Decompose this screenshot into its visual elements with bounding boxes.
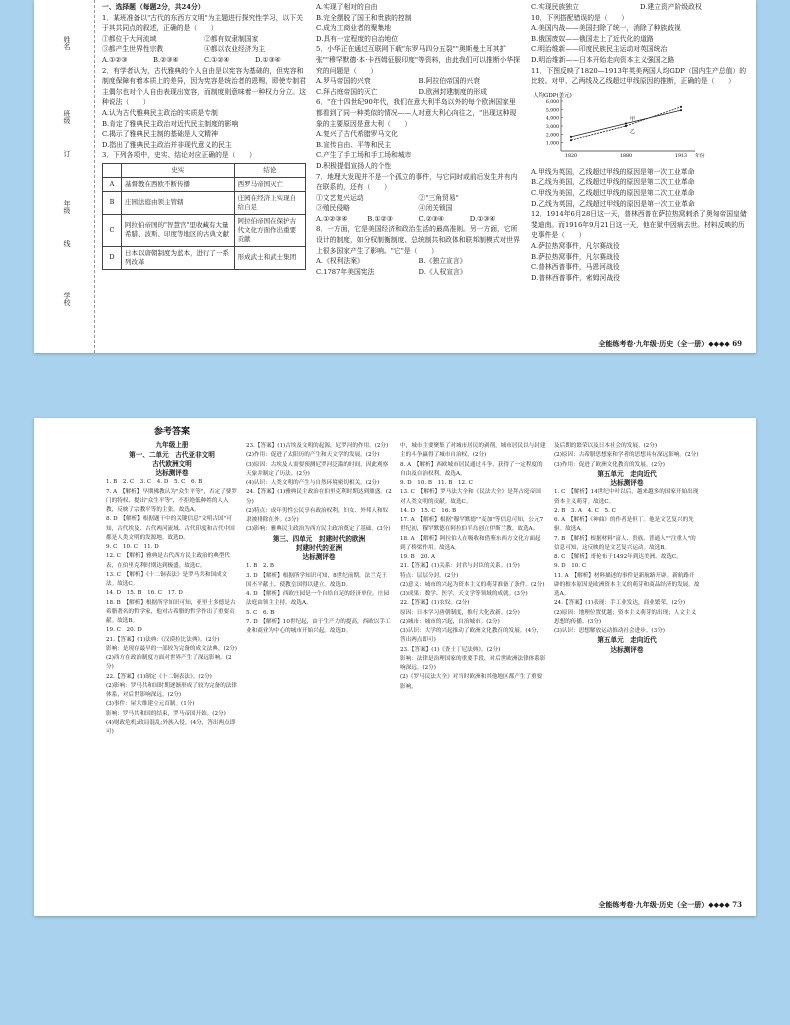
answer-line: 21.【答案】(1)关系：封君与封臣的关系。(1分) xyxy=(400,563,520,570)
answer-line: (3)认识：大学的兴起推动了欧洲文化教育的发展。(4分，答出两点即可) xyxy=(400,628,543,644)
item: ③都产生世界性宗教 xyxy=(102,45,164,54)
option: A.认为古代雅典民主政治的实质是专制 xyxy=(102,108,218,117)
table-cell: 阿拉伯帝国在保护古代文化方面作出重要贡献 xyxy=(234,214,305,246)
data-point xyxy=(625,122,627,124)
option: C.①②④ xyxy=(204,55,230,64)
answer-line: 18. A 【解析】阿拉伯人在吸收和借鉴东西方文化方面起到了桥梁作用。故选A。 xyxy=(400,535,541,551)
answer-line: 1. B 2. B xyxy=(246,563,275,570)
unit-heading: 第一、二单元 古代亚非文明 xyxy=(129,450,215,459)
option: A.①②③④ xyxy=(316,214,348,223)
table-cell: B xyxy=(103,191,122,214)
option: B.乙线为美国，乙线超过甲线的原因是第二次工业革命 xyxy=(531,178,695,187)
answer-line: 18. B 【解析】根据所学知识可知，亚里士多德是古希腊著名的哲学家，他对古希腊的哲学作出了重要贡献。故选B。 xyxy=(106,599,236,624)
option: B.②③④ xyxy=(153,55,179,64)
option: B.宣传自由、平等和民主 xyxy=(316,140,392,149)
data-point xyxy=(625,125,627,127)
option: D.建立资产阶级政权 xyxy=(640,3,702,11)
answer-line: 9. D 10. C xyxy=(554,563,587,570)
table-header: 史实 xyxy=(122,163,235,177)
data-point xyxy=(680,105,682,107)
answer-line: 影响：法律是治理国家的重要手段，对后世欧洲法律体系影响深远。(2分) xyxy=(400,655,546,671)
question-7: 7．地理大发现并不是一个孤立的事件，与它同时或前后发生并有内在联系的，还有（ ） xyxy=(316,172,518,192)
answer-line: 及后期的繁荣以及日本社会的发展。(2分) xyxy=(554,443,658,449)
answer-line: 24.【答案】(1)雅典民主政治在伯里克利时期达到鼎盛。(2分) xyxy=(246,489,392,505)
option: A.①②③ xyxy=(102,55,128,64)
question-7-items xyxy=(316,193,521,214)
y-tick-label: 6,000 xyxy=(545,99,559,105)
option: C.明治维新——印度民族民主运动对英国统治 xyxy=(531,45,668,54)
question-3-table xyxy=(102,163,306,270)
question-5: 5．小华正在通过互联网下载"东罗马四分五裂""奥斯曼土耳其扩张""穆罕默德·本·卡西姆征服印度"等资料，由此我们可以推断小华探究的问题是（ ） xyxy=(316,45,521,75)
answer-line: (2)特点：成年男性公民享有政治权利，妇女、外邦人和奴隶被排除在外。(3分) xyxy=(246,507,389,523)
unit-heading: 第五单元 走向近代 xyxy=(597,469,657,478)
table-cell: 形成武士和武士集团 xyxy=(234,246,305,269)
option: D.指出了雅典民主政治并非现代意义的民主 xyxy=(102,140,232,149)
option: B.①②③ xyxy=(367,214,393,223)
table-row xyxy=(103,246,306,269)
answer-line: 11. A 【解析】材料描述的事件是新航路开辟。新航路开辟的根本原因是欧洲资本主义的萌芽和商品经济的发展。故选A。 xyxy=(554,572,700,597)
answer-line: 3. D 【解析】根据所学知识可知，8世纪前期，法兰克王国丕平献土，使教皇国得以建立。故选D。 xyxy=(246,572,388,588)
answer-line: 8. D 【解析】根据题干中的关键信息"文明古国"可知，古代埃及、古代两河流域、古代印度和古代中国都是人类文明的发源地。故选D。 xyxy=(106,516,235,541)
answer-line: (3)影响：雅典民主政治为西方民主政治奠定了基础。(3分) xyxy=(246,526,391,533)
question-12: 12．1914年6月28日这一天，普林西普在萨拉热窝刺杀了奥匈帝国皇储斐迪南。而1916年9月21日这一天，他在狱中因病去世。材料反映的历史事件是（ ） xyxy=(531,210,747,240)
option: B.俄国废奴——俄国走上了近代化的道路 xyxy=(531,34,654,43)
option: C.实现民族独立 xyxy=(531,3,579,11)
table-header: 结论 xyxy=(234,163,305,177)
answer-line: 7. D 【解析】10世纪起，由于生产力的提高，西欧以手工业和商业为中心的城市开始兴起。故选D。 xyxy=(246,618,391,634)
x-tick-label: 1880 xyxy=(619,153,633,159)
option: B.肯定了雅典民主政治对近代民主制度的影响 xyxy=(102,119,239,128)
chart-y-label: 人均GDP(美元) xyxy=(533,92,572,99)
y-tick-label: 5,000 xyxy=(545,108,559,114)
x-axis-label: 年份 xyxy=(695,153,705,159)
series-label: 甲 xyxy=(630,116,636,123)
question-11: 11．下图反映了1820—1913年英美两国人均GDP（国内生产总值）的比较。对甲、乙两线及乙线超过甲线原因的推断，正确的是（ ） xyxy=(531,66,747,86)
question-column-3 xyxy=(531,2,749,338)
answer-line: 23.【答案】(1)古埃及文明的起源，尼罗河的作用。(2分) xyxy=(246,443,389,449)
answer-column-1 xyxy=(106,424,238,884)
question-7-options xyxy=(316,214,521,225)
option: A.甲线为英国，乙线超过甲线的原因是第一次工业革命 xyxy=(531,167,695,176)
answer-line: 特点：层层分封。(2分) xyxy=(400,572,459,579)
answer-line: (2)西方在政治制度方面对世界产生了深远影响。(2分) xyxy=(106,655,232,671)
item: ④闭关锁国 xyxy=(418,204,453,213)
data-point xyxy=(570,135,572,137)
question-10: 10．下列搭配错误的是（ ） xyxy=(531,13,629,22)
option: A.实现了相对的自由 xyxy=(316,3,378,11)
answer-line: (4)认识：人类文明的产生与自然环境密切相关。(2分) xyxy=(246,480,380,486)
option: C.揭示了雅典民主制的基础是人文精神 xyxy=(102,130,218,139)
answer-line: (2)城市：城市的兴起，自治城市。(2分) xyxy=(400,618,500,625)
option: A.萨拉热窝事件，凡尔赛战役 xyxy=(531,241,620,250)
table-cell: 西罗马帝国灭亡 xyxy=(234,177,305,191)
answer-line: 2. B 3. A 4. C 5. C xyxy=(554,507,616,514)
x-tick-label: 1913 xyxy=(674,153,688,159)
answer-line: (3)事件：屋大维建立元首制。(1分) xyxy=(106,701,195,708)
question-column-2 xyxy=(316,2,521,352)
item: ①都位于大河流域 xyxy=(102,34,157,43)
test-heading: 达标测评卷 xyxy=(610,479,644,487)
section-header: 一、选择题（每题2分，共24分） xyxy=(102,3,205,11)
binding-margin xyxy=(34,0,95,353)
grade-label: 年级 xyxy=(63,200,71,214)
answer-line: 19. C 20. D xyxy=(106,627,142,634)
option: C.甲线为美国，乙线超过甲线的原因是第二次工业革命 xyxy=(531,188,695,197)
option: A.复兴了古代希腊罗马文化 xyxy=(316,130,398,139)
answer-line: 7. B 【解析】根据材料"富人、贵族、普通人""注重人"的信息可知，这反映的是文艺复兴运动。故选B。 xyxy=(554,535,696,551)
answer-line: 14. D 15. C 16. B xyxy=(400,507,457,514)
answer-line: (3)原因：古埃及人需要预测尼罗河泛滥的时间，因此观察天象并制定了历法。(2分) xyxy=(246,461,389,477)
table-cell: C xyxy=(103,214,122,246)
question-9-options xyxy=(531,2,749,13)
x-tick-label: 1820 xyxy=(564,153,578,159)
answer-line: 9. C 10. C 11. D xyxy=(106,544,159,550)
binding-mark: 线 xyxy=(63,240,71,247)
option: B.萨拉热窝事件，凡尔赛战役 xyxy=(531,252,620,261)
question-5-options xyxy=(316,76,521,97)
unit-heading: 第三、四单元 封建时代的欧洲 xyxy=(272,534,366,543)
answer-line: (2)原因：古希腊思想家和学者的思想具有深远影响。(2分) xyxy=(554,452,699,459)
table-header-row xyxy=(103,163,306,177)
option: B.阿拉伯帝国的兴衰 xyxy=(418,77,481,86)
answer-column-3 xyxy=(400,442,546,892)
answer-line: 12. C 【解析】雅典是古代西方民主政治的典型代表，在伯里克利时期达到极盛。故选C。 xyxy=(106,553,231,569)
option: C.产生了手工场和手工场和城市 xyxy=(316,151,412,160)
answer-line: 21.【答案】(1)法典:《汉谟拉比法典》。(2分) xyxy=(106,636,220,643)
item: ③殖民侵略 xyxy=(316,204,350,213)
option: D.乙线为英国，乙线超过甲线的原因是第一次工业革命 xyxy=(531,199,695,208)
table-cell: 庄园在经济上实现自给自足 xyxy=(234,191,305,214)
grade-heading: 九年级上册 xyxy=(155,441,189,450)
answer-line: 中，城市主要聚集了对城市居民的剥削，城市居民以与封建主的斗争赢得了城市自治权。(2分) xyxy=(400,443,546,459)
option: C.拜占庭帝国的灭亡 xyxy=(316,87,378,96)
item: ①文艺复兴运动 xyxy=(316,193,364,202)
answer-line: (2)《罗马民法大全》对当时欧洲和其他地区都产生了重要影响。 xyxy=(400,674,543,690)
data-point xyxy=(570,139,572,141)
test-heading: 达标测评卷 xyxy=(155,469,189,477)
answer-line: 9. D 10. B 11. B 12. C xyxy=(400,480,473,486)
answer-line: 17. A 【解析】根据"穆罕默德""麦加"等信息可知，公元7世纪初，穆罕默德在阿拉伯半岛创立伊斯兰教。故选A。 xyxy=(400,517,544,533)
series-label: 乙 xyxy=(630,128,636,135)
option: D.《人权宣言》 xyxy=(418,267,467,276)
option: B.完全摆脱了国王和贵族的控制 xyxy=(316,13,412,22)
table-row xyxy=(103,191,306,214)
exam-page-top xyxy=(34,0,756,353)
answer-line: 7. A 【解析】早期佛教认为"众生平等"，否定了婆罗门的特权，提出"众生平等"，不拒绝低种姓的人入教，反映了宗教平等的主张。故选A。 xyxy=(106,488,237,513)
question-1-items xyxy=(102,34,306,55)
binding-mark: 订 xyxy=(63,150,71,157)
table-row xyxy=(103,177,306,191)
question-1: 1．某班准备以"古代的东西方文明"为主题进行探究性学习，以下关于其共同点的叙述，正确的是（ ） xyxy=(102,13,303,33)
chart-series xyxy=(570,105,682,141)
table-cell: 基督教在西欧不断传播 xyxy=(122,177,235,191)
answer-line: 4. D 【解析】西欧庄园是一个自给自足的经济单位。庄园法庭由领主主持。故选A。 xyxy=(246,591,390,607)
option: D.明治维新——日本开始走向资本主义强国之路 xyxy=(531,55,675,64)
answer-line: 23.【答案】(1)《査士丁尼法典》。(2分) xyxy=(400,646,501,653)
question-8: 8．一方面，它是美国经济和政治生活的最高准则。另一方面，它所设计的制度，如分权制衡制度、总统制共和政体和联邦制模式对世界上很多国家产生了影响。"它"是（ ） xyxy=(316,225,520,255)
answer-line: 13. C 【解析】《十二铜表法》是罗马共和国成文法。故选C。 xyxy=(106,571,228,587)
question-1-options xyxy=(102,55,306,66)
option: C.②③④ xyxy=(418,214,444,223)
option: D.①③④ xyxy=(469,214,496,223)
answer-line: (3)成果：数学、医学、天文学等领域的成就。(3分) xyxy=(400,591,528,597)
answer-line: 影响：是现存最早的一部较为完备的成文法典。(2分) xyxy=(106,645,237,652)
answer-line: 22.【答案】(1)农奴。(2分) xyxy=(400,600,470,607)
y-tick-label: 3,000 xyxy=(545,124,559,130)
answer-line: (2)原因：地理位置优越；资本主义萌芽的出现；人文主义思想的传播。(3分) xyxy=(554,609,697,625)
question-3: 3．下列各项中，史实、结论对应正确的是（ ） xyxy=(102,151,256,160)
answer-line: 1. B 2. C 3. C 4. D 5. C 6. B xyxy=(106,479,203,486)
item: ④都以农业经济为主 xyxy=(204,45,266,54)
table-row xyxy=(103,214,306,246)
y-tick-label: 4,000 xyxy=(545,116,559,122)
answer-line: 5. C 6. B xyxy=(246,609,275,616)
answer-line: 22.【答案】(1)制定《十二铜表法》。(2分) xyxy=(106,673,212,680)
table-cell: 阿拉伯帝国的"智慧宫"里收藏有大量希腊、波斯、印度等地区的古典文献 xyxy=(122,214,235,246)
option: A.罗马帝国的兴衰 xyxy=(316,77,371,86)
question-6: 6．"在十四世纪90年代，我们在意大利半岛以外的每个欧洲国家里都看到了同一种类似的情况——人对意大利心向往之，"出现这种现象的主要原因是意大利（ ） xyxy=(316,98,517,128)
test-heading: 达标测评卷 xyxy=(610,645,644,654)
unit-heading: 古代欧洲文明 xyxy=(152,459,192,468)
answer-list xyxy=(106,478,238,737)
answer-column-4 xyxy=(554,442,700,867)
option: D.普林西普事件，索姆河战役 xyxy=(531,273,620,282)
item: ②都有奴隶制国家 xyxy=(204,34,259,43)
answer-line: 24.【答案】(1)表现：手工业发达，商业繁荣。(2分) xyxy=(554,600,686,607)
option: D.①③④ xyxy=(255,55,281,64)
option: D.欧洲封建制度的形成 xyxy=(418,87,488,96)
table-cell: 日本以唐朝制度为蓝本，进行了一系列改革 xyxy=(122,246,235,269)
option: A.《权利法案》 xyxy=(316,257,364,266)
class-label: 班级 xyxy=(63,110,71,124)
table-cell: A xyxy=(103,177,122,191)
answer-column-2 xyxy=(246,442,392,892)
question-column-1 xyxy=(102,2,306,352)
answer-line: 8. C 【解析】哥伦布于1492年到达美洲。故选C。 xyxy=(554,554,682,560)
answer-list xyxy=(400,442,546,692)
answer-line: 13. C 【解析】罗马法大全和《民法大全》是拜占庭帝国对人类文明的贡献。故选C。 xyxy=(400,489,541,505)
gdp-line-chart xyxy=(531,89,705,165)
option: A.美国内战——美国扫除了统一，消除了种族歧视 xyxy=(531,24,681,33)
answer-line: 19. B 20. A xyxy=(400,554,436,560)
y-tick-label: 2,000 xyxy=(545,133,559,139)
unit-heading: 封建时代的亚洲 xyxy=(295,543,343,552)
option: C.1787年美国宪法 xyxy=(316,267,375,276)
option: D.具有一定程度的自治地位 xyxy=(316,34,399,43)
option: C.普林西普事件，马恩河战役 xyxy=(531,263,620,272)
unit-heading: 第五单元 走向近代 xyxy=(597,636,657,645)
name-label: 姓名 xyxy=(63,36,71,50)
answer-key-title: 参考答案 xyxy=(153,427,190,437)
answer-line: 影响：罗马共和国的结束，罗马帝国开始。(2分) xyxy=(106,710,226,717)
answer-line: (2)影响：罗马共和国时期逐渐形成了较为完备的法律体系，对后世影响深远。(2分) xyxy=(106,682,237,698)
data-point xyxy=(680,109,682,111)
test-heading: 达标测评卷 xyxy=(302,553,336,561)
table-cell: D xyxy=(103,246,122,269)
question-8-options xyxy=(316,256,521,277)
page-footer: 全能练考卷·九年级·历史（全一册）◆◆◆◆ 73 xyxy=(598,900,742,909)
answer-line: 8. A 【解析】西欧城市居民通过斗争，获得了一定程度的自由及自治权利。故选A。 xyxy=(400,461,543,477)
page-footer: 全能练考卷·九年级·历史（全一册）◆◆◆◆ 69 xyxy=(598,339,742,348)
answer-line: 原因：日本学习唐朝制度，推行大化改新。(2分) xyxy=(400,609,520,616)
option: B.《独立宣言》 xyxy=(418,257,467,266)
answer-line: 1. C 【解析】14世纪中叶以后，越来越多的国家开始出现资本主义萌芽。故选C。 xyxy=(554,489,699,505)
item: ②"三角贸易" xyxy=(418,193,459,202)
question-2: 2．有学者认为，古代雅典的个人自由是以宪容为基础的，但宪容和制度保障有着本质上的差异，因为宪容是统治者的恩赐，即使专制君主偶尔也对个人自由表现出宽容，而制度则意味着一种权力分立。这种说法（ ） xyxy=(102,66,306,107)
answer-line: (3)作用：促进了欧洲文化教育的发展。(2分) xyxy=(554,461,665,468)
option: D.积极提倡宣扬人的个性 xyxy=(316,161,392,170)
option: C.成为工商业者的聚集地 xyxy=(316,24,392,33)
table-cell: 庄园法庭由领主管辖 xyxy=(122,191,235,214)
answer-key-page xyxy=(34,418,756,916)
answer-line: 14. D 15. B 16. C 17. D xyxy=(106,590,183,597)
answer-line: (2)作用：促进了太阳历的产生和天文学的发展。(2分) xyxy=(246,452,380,459)
y-tick-label: 1,000 xyxy=(545,141,559,147)
answer-line: 6. A 【解析】《神曲》的作者是但丁。他是文艺复兴的先驱。故选A。 xyxy=(554,517,694,533)
answer-line: (2)意义：城市的兴起为资本主义的萌芽准备了条件。(2分) xyxy=(400,581,545,588)
answer-line: (3)认识：思想解放运动推动社会进步。(3分) xyxy=(554,628,665,634)
answer-line: (4)财政危机;政局混乱;外族入侵。(4分，答出两点即可) xyxy=(106,719,236,735)
school-label: 学校 xyxy=(63,292,71,306)
